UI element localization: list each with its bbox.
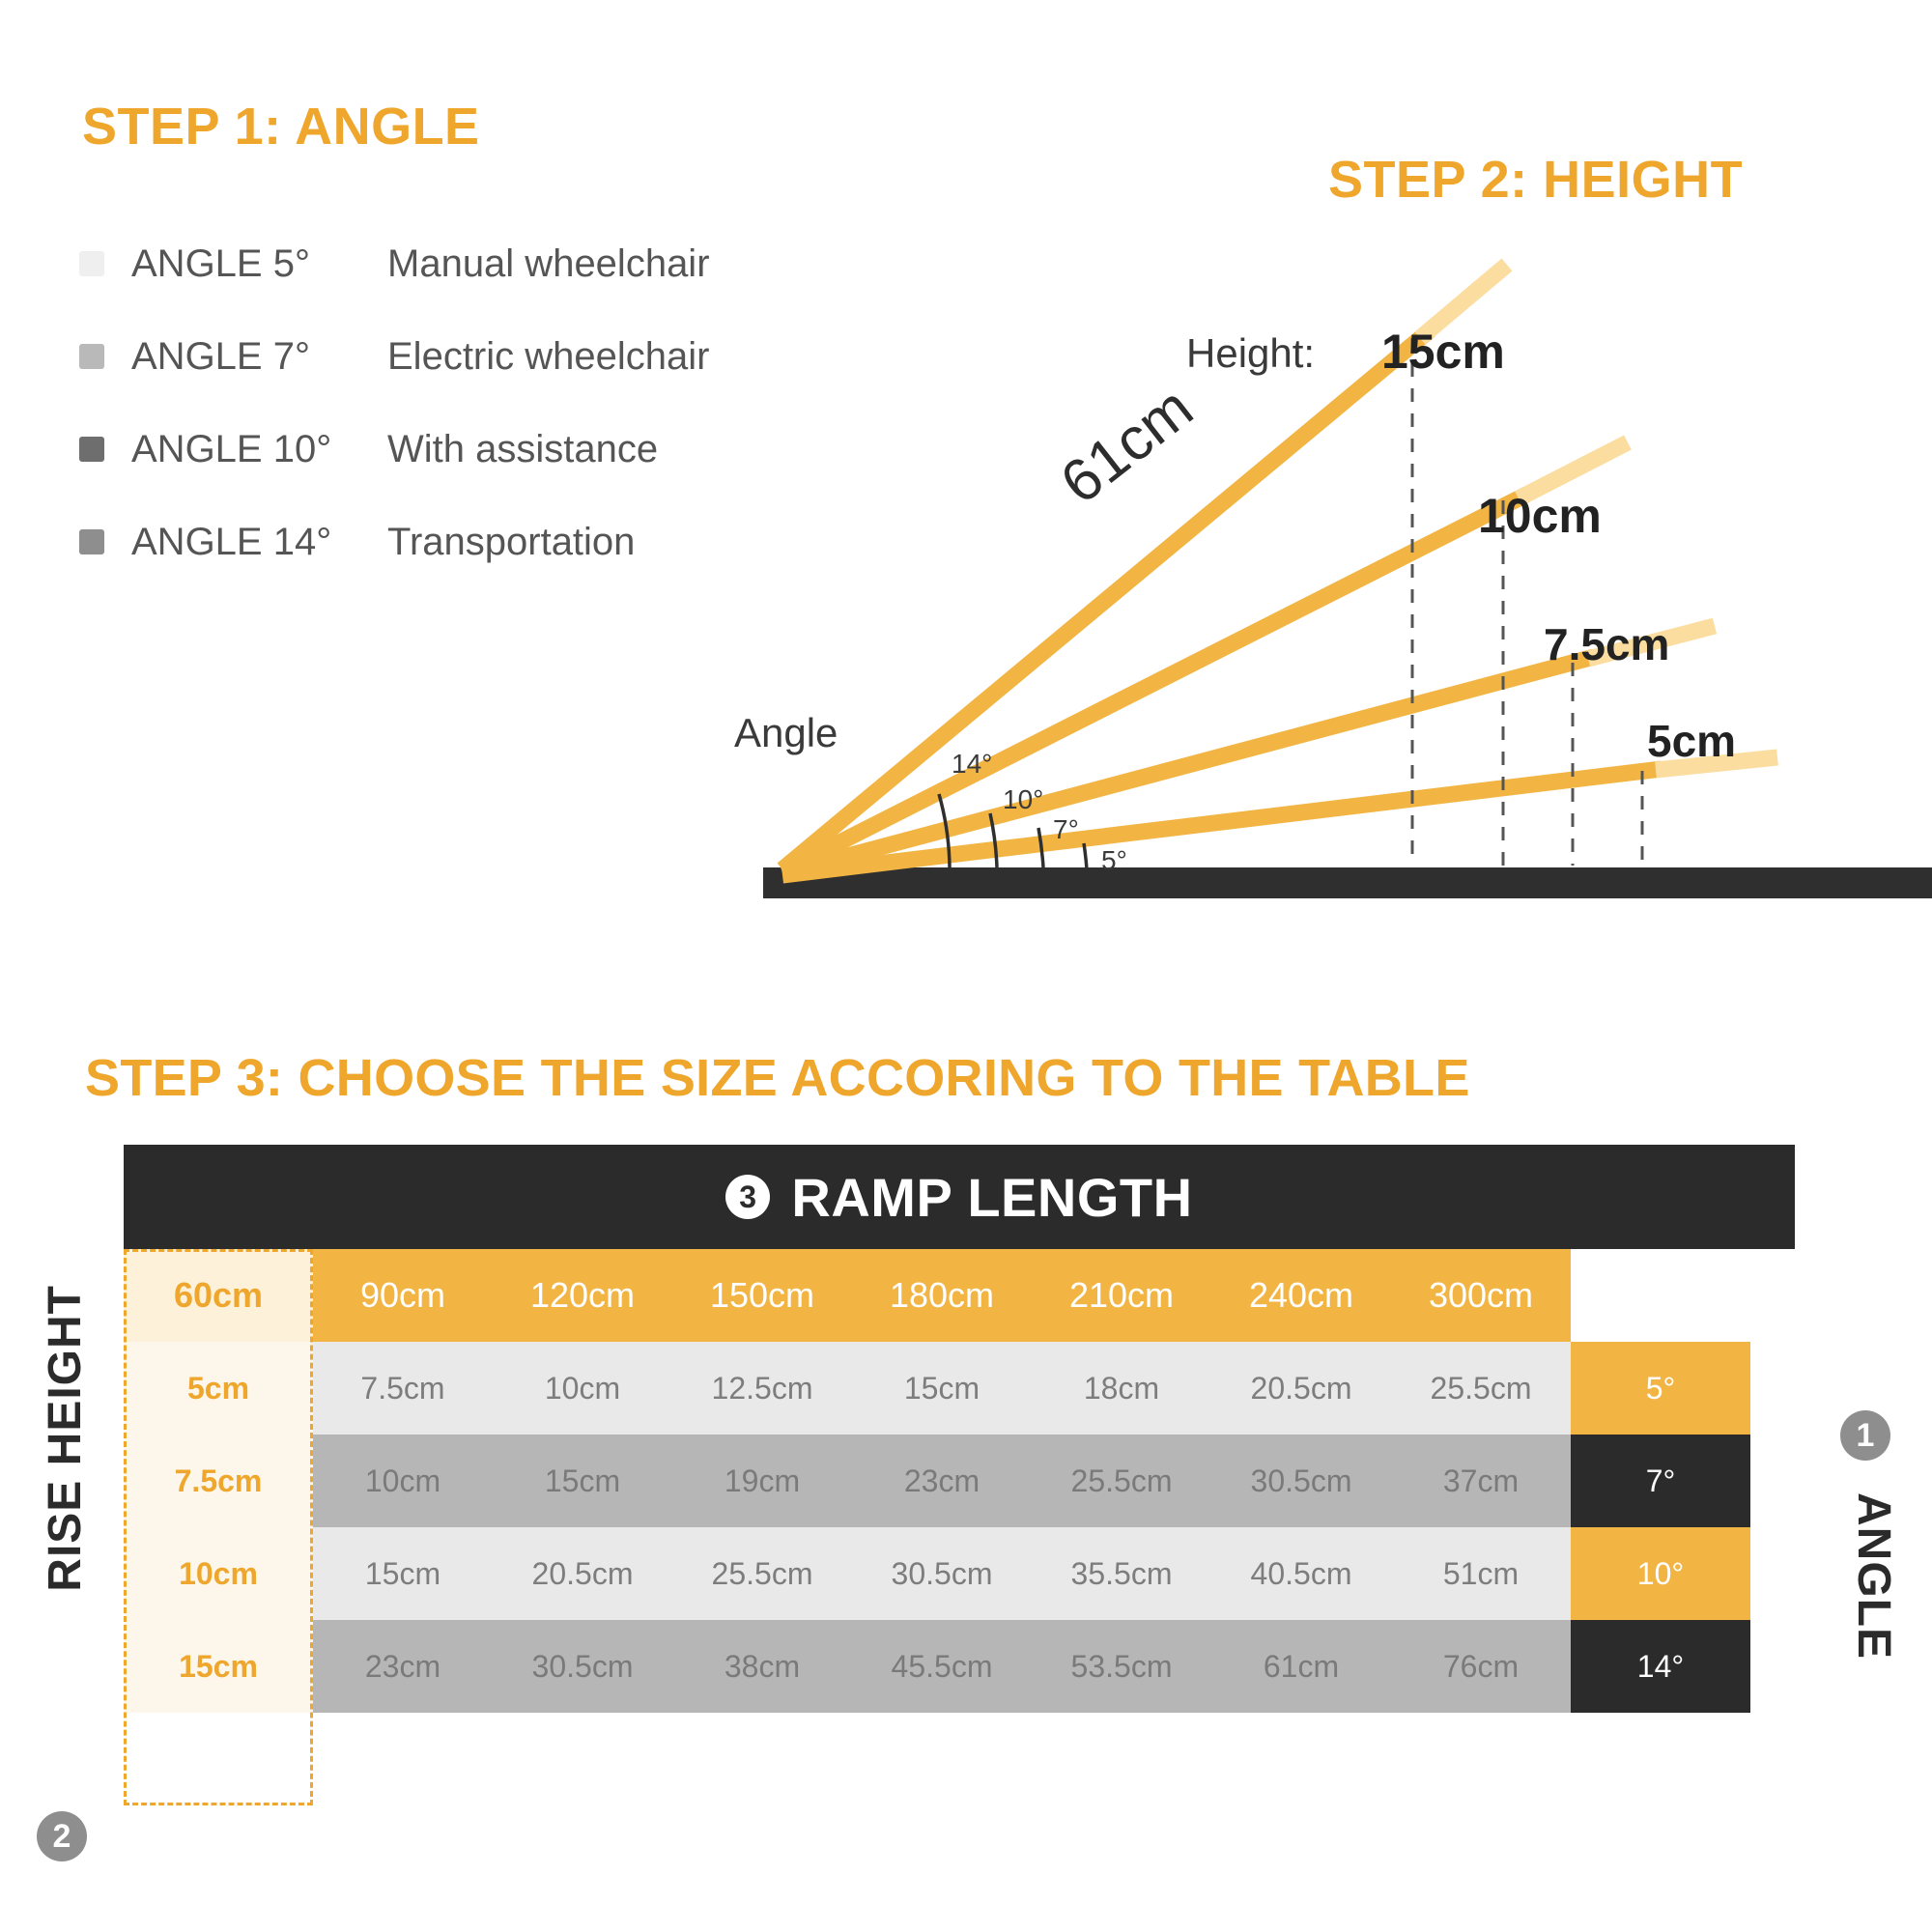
length-header-120: 120cm bbox=[493, 1249, 672, 1342]
ramp-length-title: RAMP LENGTH bbox=[791, 1166, 1193, 1228]
cell: 53.5cm bbox=[1032, 1620, 1211, 1713]
height-value-15: 15cm bbox=[1381, 325, 1505, 379]
legend-swatch-7 bbox=[79, 344, 104, 369]
angle-mark-7: 7° bbox=[1053, 814, 1079, 844]
table-header-row bbox=[124, 1249, 1750, 1342]
rise-height-highlight-box bbox=[124, 1249, 313, 1805]
ramp-line-5 bbox=[782, 769, 1662, 875]
table-row bbox=[124, 1435, 1750, 1527]
angle-mark-14: 14° bbox=[952, 749, 993, 779]
angle-cell-10: 10° bbox=[1571, 1527, 1750, 1620]
cell: 37cm bbox=[1391, 1435, 1571, 1527]
legend-angle-label: ANGLE 7° bbox=[131, 334, 310, 378]
height-value-7-5: 7.5cm bbox=[1544, 619, 1670, 669]
length-header-90: 90cm bbox=[313, 1249, 493, 1342]
rise-height-axis-label: RISE HEIGHT bbox=[40, 1285, 91, 1592]
legend-angle-label: ANGLE 10° bbox=[131, 427, 332, 470]
cell: 12.5cm bbox=[672, 1342, 852, 1435]
legend-swatch-5 bbox=[79, 251, 104, 276]
legend-swatch-10 bbox=[79, 437, 104, 462]
step3-title: STEP 3: CHOOSE THE SIZE ACCORING TO THE TABLE bbox=[85, 1049, 1470, 1107]
rise-height-10cm: 10cm bbox=[124, 1527, 313, 1620]
rise-height-badge: 2 bbox=[37, 1811, 87, 1861]
angle-header-blank bbox=[1571, 1249, 1750, 1342]
cell: 7.5cm bbox=[313, 1342, 493, 1435]
legend-desc-label: With assistance bbox=[387, 427, 659, 470]
step2-title: STEP 2: HEIGHT bbox=[1328, 151, 1744, 209]
angle-mark-5: 5° bbox=[1101, 845, 1127, 875]
cell: 10cm bbox=[313, 1435, 493, 1527]
angle-cell-14: 14° bbox=[1571, 1620, 1750, 1713]
cell: 20.5cm bbox=[1211, 1342, 1391, 1435]
angle-caption: Angle bbox=[734, 710, 838, 755]
angle-mark-10: 10° bbox=[1003, 784, 1044, 814]
cell: 23cm bbox=[852, 1435, 1032, 1527]
angle-badge: 1 bbox=[1840, 1410, 1890, 1461]
ground-bar bbox=[763, 867, 1932, 898]
length-header-210: 210cm bbox=[1032, 1249, 1211, 1342]
list-item bbox=[79, 496, 710, 588]
height-value-5: 5cm bbox=[1647, 716, 1737, 766]
table-row bbox=[124, 1527, 1750, 1620]
table-row bbox=[124, 1620, 1750, 1713]
legend-angle-label: ANGLE 14° bbox=[131, 520, 332, 563]
list-item bbox=[79, 217, 710, 310]
legend-desc-label: Electric wheelchair bbox=[387, 334, 710, 378]
length-header-300: 300cm bbox=[1391, 1249, 1571, 1342]
rise-height-15cm: 15cm bbox=[124, 1620, 313, 1713]
legend-angle-label: ANGLE 5° bbox=[131, 242, 310, 285]
rise-height-5cm: 5cm bbox=[124, 1342, 313, 1435]
cell: 15cm bbox=[493, 1435, 672, 1527]
table-row bbox=[124, 1342, 1750, 1435]
arc-5 bbox=[1084, 843, 1087, 869]
cell: 61cm bbox=[1211, 1620, 1391, 1713]
ramp-length-badge: 3 bbox=[725, 1175, 770, 1219]
cell: 30.5cm bbox=[852, 1527, 1032, 1620]
cell: 35.5cm bbox=[1032, 1527, 1211, 1620]
height-caption: Height: bbox=[1186, 330, 1316, 376]
cell: 20.5cm bbox=[493, 1527, 672, 1620]
legend-desc-label: Manual wheelchair bbox=[387, 242, 710, 285]
cell: 51cm bbox=[1391, 1527, 1571, 1620]
cell: 45.5cm bbox=[852, 1620, 1032, 1713]
rise-height-7-5cm: 7.5cm bbox=[124, 1435, 313, 1527]
list-item bbox=[79, 310, 710, 403]
angle-cell-7: 7° bbox=[1571, 1435, 1750, 1527]
legend-swatch-14 bbox=[79, 529, 104, 554]
angle-legend bbox=[79, 217, 710, 588]
step1-title: STEP 1: ANGLE bbox=[82, 98, 480, 156]
length-header-240: 240cm bbox=[1211, 1249, 1391, 1342]
ramp-length-header bbox=[124, 1145, 1795, 1249]
angle-axis-label: ANGLE bbox=[1848, 1492, 1899, 1660]
list-item bbox=[79, 403, 710, 496]
size-table-wrapper bbox=[124, 1145, 1795, 1713]
cell: 40.5cm bbox=[1211, 1527, 1391, 1620]
corner-cell-60cm: 60cm bbox=[124, 1249, 313, 1342]
legend-desc-label: Transportation bbox=[387, 520, 636, 563]
cell: 19cm bbox=[672, 1435, 852, 1527]
height-value-10: 10cm bbox=[1478, 489, 1602, 543]
cell: 25.5cm bbox=[1032, 1435, 1211, 1527]
cell: 15cm bbox=[313, 1527, 493, 1620]
cell: 76cm bbox=[1391, 1620, 1571, 1713]
cell: 15cm bbox=[852, 1342, 1032, 1435]
cell: 30.5cm bbox=[493, 1620, 672, 1713]
cell: 38cm bbox=[672, 1620, 852, 1713]
length-header-150: 150cm bbox=[672, 1249, 852, 1342]
cell: 10cm bbox=[493, 1342, 672, 1435]
cell: 18cm bbox=[1032, 1342, 1211, 1435]
ramp-length-61-label: 61cm bbox=[1048, 374, 1206, 518]
cell: 25.5cm bbox=[1391, 1342, 1571, 1435]
size-table bbox=[124, 1249, 1750, 1713]
cell: 30.5cm bbox=[1211, 1435, 1391, 1527]
length-header-180: 180cm bbox=[852, 1249, 1032, 1342]
cell: 25.5cm bbox=[672, 1527, 852, 1620]
angle-cell-5: 5° bbox=[1571, 1342, 1750, 1435]
cell: 23cm bbox=[313, 1620, 493, 1713]
